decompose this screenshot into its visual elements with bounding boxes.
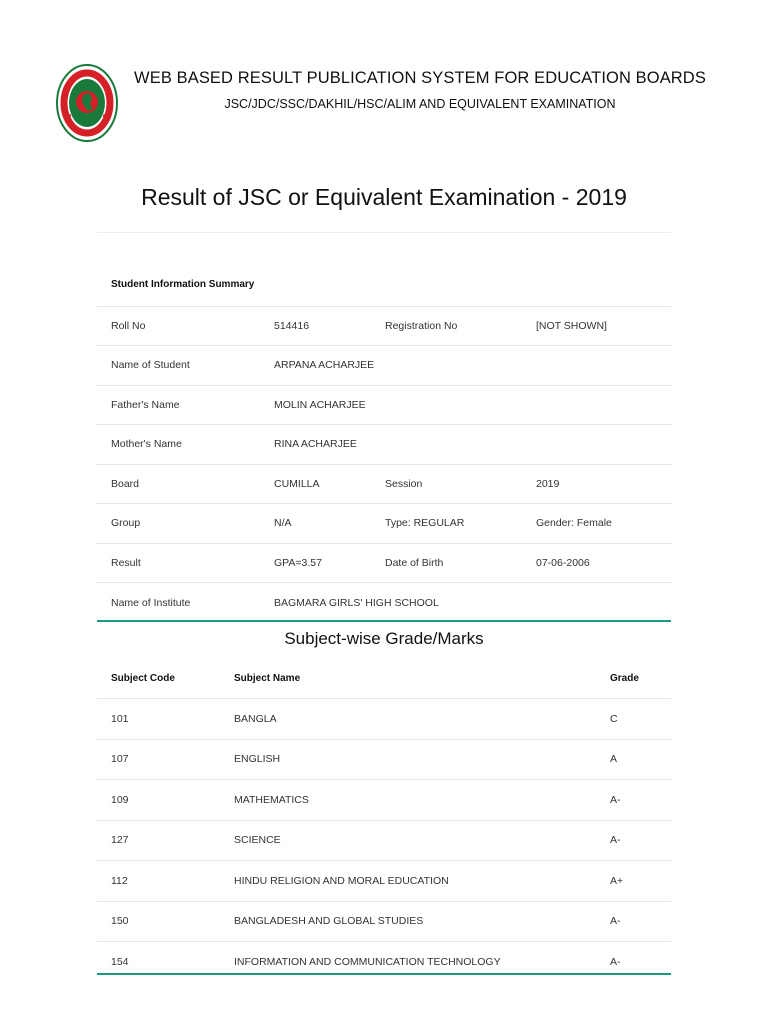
subject-grade: A+ — [596, 861, 671, 902]
subject-code: 107 — [97, 739, 220, 780]
info-label: Date of Birth — [385, 556, 444, 569]
table-row — [97, 464, 671, 504]
subject-name: ENGLISH — [220, 739, 596, 780]
info-label: Session — [385, 477, 423, 490]
student-info-table — [97, 264, 671, 622]
info-value: BAGMARA GIRLS' HIGH SCHOOL — [274, 596, 439, 609]
table-row — [97, 346, 671, 386]
subject-grade: A- — [596, 942, 671, 982]
subject-code: 154 — [97, 942, 220, 982]
divider — [97, 232, 671, 233]
table-row — [97, 264, 671, 306]
info-label: Mother's Name — [111, 438, 182, 451]
table-row — [97, 699, 671, 740]
info-value: MOLIN ACHARJEE — [274, 398, 366, 411]
table-row — [97, 820, 671, 861]
info-value: 07-06-2006 — [536, 556, 590, 569]
info-label: Name of Institute — [111, 596, 191, 609]
divider — [97, 973, 671, 975]
info-value: Gender: Female — [536, 517, 612, 530]
subject-code: 127 — [97, 820, 220, 861]
subject-grade: A- — [596, 901, 671, 942]
subject-name: INFORMATION AND COMMUNICATION TECHNOLOGY — [220, 942, 596, 982]
header-title: WEB BASED RESULT PUBLICATION SYSTEM FOR EDUCATION BOARDS — [134, 69, 706, 87]
info-value: RINA ACHARJEE — [274, 438, 357, 451]
table-row — [97, 543, 671, 583]
info-value: 2019 — [536, 477, 560, 490]
subject-code: 150 — [97, 901, 220, 942]
info-value: GPA=3.57 — [274, 556, 322, 569]
column-header: Subject Code — [111, 672, 175, 684]
info-value: N/A — [274, 517, 292, 530]
subject-code: 101 — [97, 699, 220, 740]
subject-name: HINDU RELIGION AND MORAL EDUCATION — [220, 861, 596, 902]
info-label: Name of Student — [111, 359, 190, 372]
subject-grade: A- — [596, 820, 671, 861]
table-row — [97, 306, 671, 346]
subject-grades-table — [97, 658, 671, 982]
subject-name: BANGLA — [220, 699, 596, 740]
header-subtitle: JSC/JDC/SSC/DAKHIL/HSC/ALIM AND EQUIVALENT EXAMINATION — [224, 97, 616, 111]
info-label: Result — [111, 556, 141, 569]
subject-grade: C — [596, 699, 671, 740]
column-header: Grade — [610, 672, 639, 684]
info-label: Board — [111, 477, 140, 490]
table-row — [97, 385, 671, 425]
student-info-summary-label: Student Information Summary — [111, 279, 255, 291]
info-label: Registration No — [385, 319, 458, 332]
table-row — [97, 942, 671, 982]
page-header — [0, 0, 768, 160]
subject-code: 109 — [97, 780, 220, 821]
divider — [97, 620, 671, 622]
table-row — [97, 780, 671, 821]
table-row — [97, 425, 671, 465]
table-row — [97, 504, 671, 544]
page-title: Result of JSC or Equivalent Examination - 2019 — [141, 184, 627, 210]
table-row — [97, 861, 671, 902]
info-value: CUMILLA — [274, 477, 320, 490]
subject-name: MATHEMATICS — [220, 780, 596, 821]
subject-name: BANGLADESH AND GLOBAL STUDIES — [220, 901, 596, 942]
info-value: ARPANA ACHARJEE — [274, 359, 375, 372]
table-row — [97, 901, 671, 942]
subject-grade: A- — [596, 780, 671, 821]
government-seal-icon — [56, 64, 118, 142]
column-header: Subject Name — [234, 672, 301, 684]
table-header-row — [97, 658, 671, 699]
subject-grades-heading: Subject-wise Grade/Marks — [284, 629, 484, 648]
info-value: 514416 — [274, 319, 310, 332]
info-label: Group — [111, 517, 141, 530]
table-row — [97, 583, 671, 623]
subject-code: 112 — [97, 861, 220, 902]
info-value: [NOT SHOWN] — [536, 319, 607, 332]
subject-name: SCIENCE — [220, 820, 596, 861]
info-label: Roll No — [111, 319, 146, 332]
info-label: Father's Name — [111, 398, 180, 411]
subject-grade: A — [596, 739, 671, 780]
info-value: Type: REGULAR — [385, 517, 465, 530]
table-row — [97, 739, 671, 780]
